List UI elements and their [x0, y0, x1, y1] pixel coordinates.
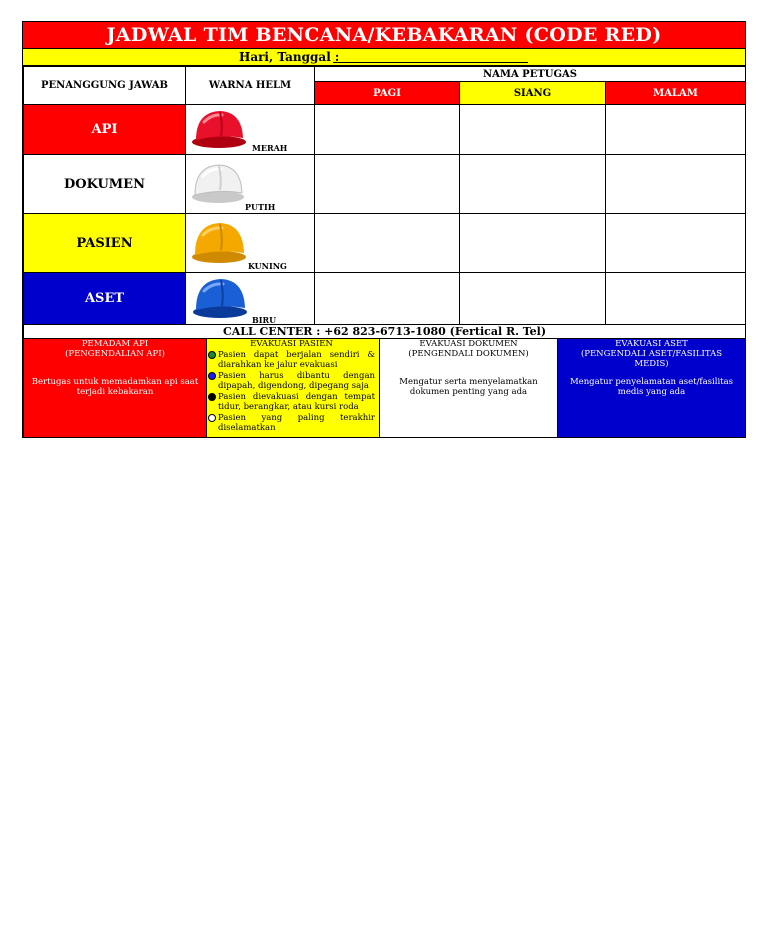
section-document: [379, 338, 558, 438]
red-helmet-icon: [190, 106, 248, 150]
patient-bullet-3: Pasien dievakuasi dengan tempat tidur, berangkar, atau kursi roda: [208, 392, 375, 413]
section-patient: [206, 338, 380, 438]
row-api-label: API: [23, 104, 186, 155]
row-pasien-pagi-cell[interactable]: [314, 213, 460, 273]
row-aset-siang-cell[interactable]: [459, 272, 606, 325]
section-asset-subtitle: (PENGENDALI ASET/FASILITAS MEDIS): [580, 349, 723, 369]
section-fire-subtitle: (PENGENDALIAN API): [65, 349, 165, 359]
section-asset-title: EVAKUASI ASET: [615, 339, 688, 349]
green-dot-icon: [208, 351, 216, 359]
white-helmet-icon: [190, 159, 246, 205]
header-helmet: WARNA HELM: [185, 66, 315, 105]
section-document-subtitle: (PENGENDALI DOKUMEN): [408, 349, 529, 359]
call-center: CALL CENTER : +62 823-6713-1080 (Fertical R. Tel): [23, 324, 746, 339]
row-api-helmet-label: MERAH: [252, 143, 288, 153]
section-document-title: EVAKUASI DOKUMEN: [419, 339, 518, 349]
row-pasien-label: PASIEN: [23, 213, 186, 273]
row-dokumen-helmet-cell: [185, 154, 315, 214]
header-officers: NAMA PETUGAS: [314, 66, 746, 82]
row-dokumen-siang-cell[interactable]: [459, 154, 606, 214]
row-pasien-helmet-cell: [185, 213, 315, 273]
white-dot-icon: [208, 414, 216, 422]
patient-bullet-4: Pasien yang paling terakhir diselamatkan: [208, 413, 375, 434]
section-asset-body: Mengatur penyelamatan aset/fasilitas medis yang ada: [569, 377, 734, 397]
row-pasien-helmet-label: KUNING: [248, 261, 287, 271]
row-api-malam-cell[interactable]: [605, 104, 746, 155]
date-row: [23, 49, 745, 66]
section-asset: [557, 338, 746, 438]
schedule-sheet: [22, 21, 746, 438]
row-aset-malam-cell[interactable]: [605, 272, 746, 325]
row-api-siang-cell[interactable]: [459, 104, 606, 155]
row-pasien-siang-cell[interactable]: [459, 213, 606, 273]
section-fire-body: Bertugas untuk memadamkan api saat terjadi kebakaran: [31, 377, 199, 397]
section-fire: [23, 338, 207, 438]
row-dokumen-malam-cell[interactable]: [605, 154, 746, 214]
row-dokumen-helmet-label: PUTIH: [245, 202, 276, 212]
header-shift-pagi: PAGI: [314, 81, 460, 105]
blue-helmet-icon: [191, 274, 249, 320]
row-dokumen-label: DOKUMEN: [23, 154, 186, 214]
date-blank-line: [333, 62, 528, 63]
date-label: Hari, Tanggal :: [239, 50, 340, 64]
blue-dot-icon: [208, 372, 216, 380]
row-pasien-malam-cell[interactable]: [605, 213, 746, 273]
header-shift-malam: MALAM: [605, 81, 746, 105]
row-aset-helmet-label: BIRU: [252, 315, 277, 325]
section-fire-title: PEMADAM API: [81, 339, 149, 349]
row-aset-helmet-cell: [185, 272, 315, 325]
row-aset-pagi-cell[interactable]: [314, 272, 460, 325]
row-api-pagi-cell[interactable]: [314, 104, 460, 155]
row-dokumen-pagi-cell[interactable]: [314, 154, 460, 214]
row-api-helmet-cell: [185, 104, 315, 155]
section-patient-title: EVAKUASI PASIEN: [250, 339, 333, 349]
patient-bullet-1: Pasien dapat berjalan sendiri & diarahkan ke jalur evakuasi: [208, 350, 375, 371]
row-aset-label: ASET: [23, 272, 186, 325]
black-dot-icon: [208, 393, 216, 401]
yellow-helmet-icon: [190, 217, 248, 265]
header-responsible: PENANGGUNG JAWAB: [23, 66, 186, 105]
patient-bullet-2: Pasien harus dibantu dengan dipapah, digendong, dipegang saja: [208, 371, 375, 392]
page-title: JADWAL TIM BENCANA/KEBAKARAN (CODE RED): [23, 22, 745, 49]
section-document-body: Mengatur serta menyelamatkan dokumen penting yang ada: [399, 377, 538, 397]
header-shift-siang: SIANG: [459, 81, 606, 105]
